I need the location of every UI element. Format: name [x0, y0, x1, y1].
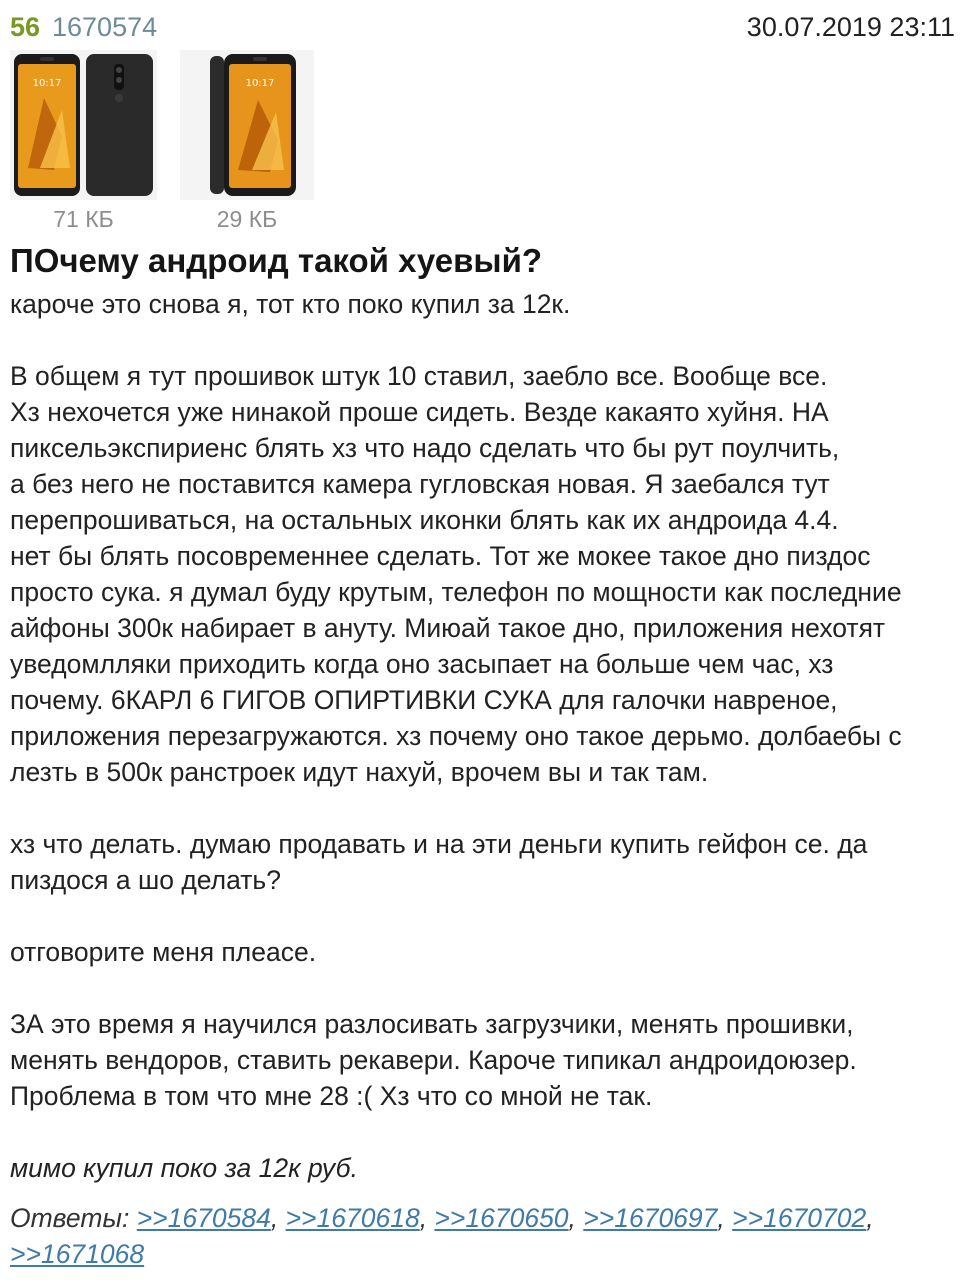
post-paragraph: кароче это снова я, тот кто поко купил за 12к.	[10, 289, 571, 319]
reply-link[interactable]: >>1670697	[583, 1203, 718, 1233]
post-title: ПОчему андроид такой хуевый?	[10, 242, 543, 279]
phone-thumbnail-front-back-icon	[10, 50, 157, 200]
reply-link[interactable]: >>1670702	[732, 1203, 867, 1233]
replies-label: Ответы:	[10, 1203, 130, 1233]
reply-link[interactable]: >>1670618	[285, 1203, 420, 1233]
post-body	[10, 286, 955, 1186]
attachment-thumbnail-1[interactable]	[10, 50, 157, 200]
attachment-thumbnail-2[interactable]	[180, 50, 314, 200]
post-paragraph: отговорите меня плеасе.	[10, 937, 317, 967]
post-date: 30.07.2019 23:11	[746, 12, 955, 42]
post-signature: мимо купил поко за 12к руб.	[10, 1153, 358, 1183]
reply-link[interactable]: >>1670650	[434, 1203, 569, 1233]
reply-link[interactable]: >>1670584	[136, 1203, 271, 1233]
reply-link[interactable]: >>1671068	[10, 1239, 145, 1269]
post-header	[10, 10, 955, 46]
phone-thumbnail-side-icon	[180, 50, 314, 200]
post-number-link[interactable]: 1670574	[52, 12, 158, 42]
attachment-size-2: 29 КБ	[216, 206, 278, 232]
attachment-size-1: 71 КБ	[53, 206, 114, 232]
post-paragraph: ЗА это время я научился разлосивать загрузчики, менять прошивки, менять вендоров, ставить рекавери. Кароче типикал андроидоюзер. Проблема в том что мне 28 :( Хз что со мной не так.	[10, 1009, 857, 1111]
post-index: 56	[10, 12, 41, 42]
post-paragraph: хз что делать. думаю продавать и на эти деньги купить гейфон се. да пиздося а шо делать?	[10, 829, 868, 895]
post-paragraph: В общем я тут прошивок штук 10 ставил, заебло все. Вообще все. Хз нехочется уже нинакой проше сидеть. Везде какаято хуйня. НА пиксельэкспириенс блять хз что надо сделать что бы рут поулчить, а без него не поставится камера гугловская новая. Я заебался тут перепрошиваться, на остальных иконки блять как их андроида 4.4. нет бы блять посовременнее сделать. Тот же мокее такое дно пиздос просто сука. я думал буду крутым, телефон по мощности как последние айфоны 300к набирает в ануту. Миюай такое дно, приложения нехотят уведомлляки приходить когда оно засыпает на больше чем час, хз почему. 6КАРЛ 6 ГИГОВ ОПИРТИВКИ СУКА для галочки навреное, приложения перезагружаются. хз почему оно такое дерьмо. долбаебы с лезть в 500к ранстроек идут нахуй, врочем вы и так там.	[10, 361, 902, 787]
replies-list: Ответы: >>1670584, >>1670618, >>1670650, >>1670697, >>1670702, >>1671068	[10, 1203, 874, 1269]
thumb-clock-1: 10:17	[32, 78, 62, 89]
thumb-clock-2: 10:17	[245, 78, 275, 89]
